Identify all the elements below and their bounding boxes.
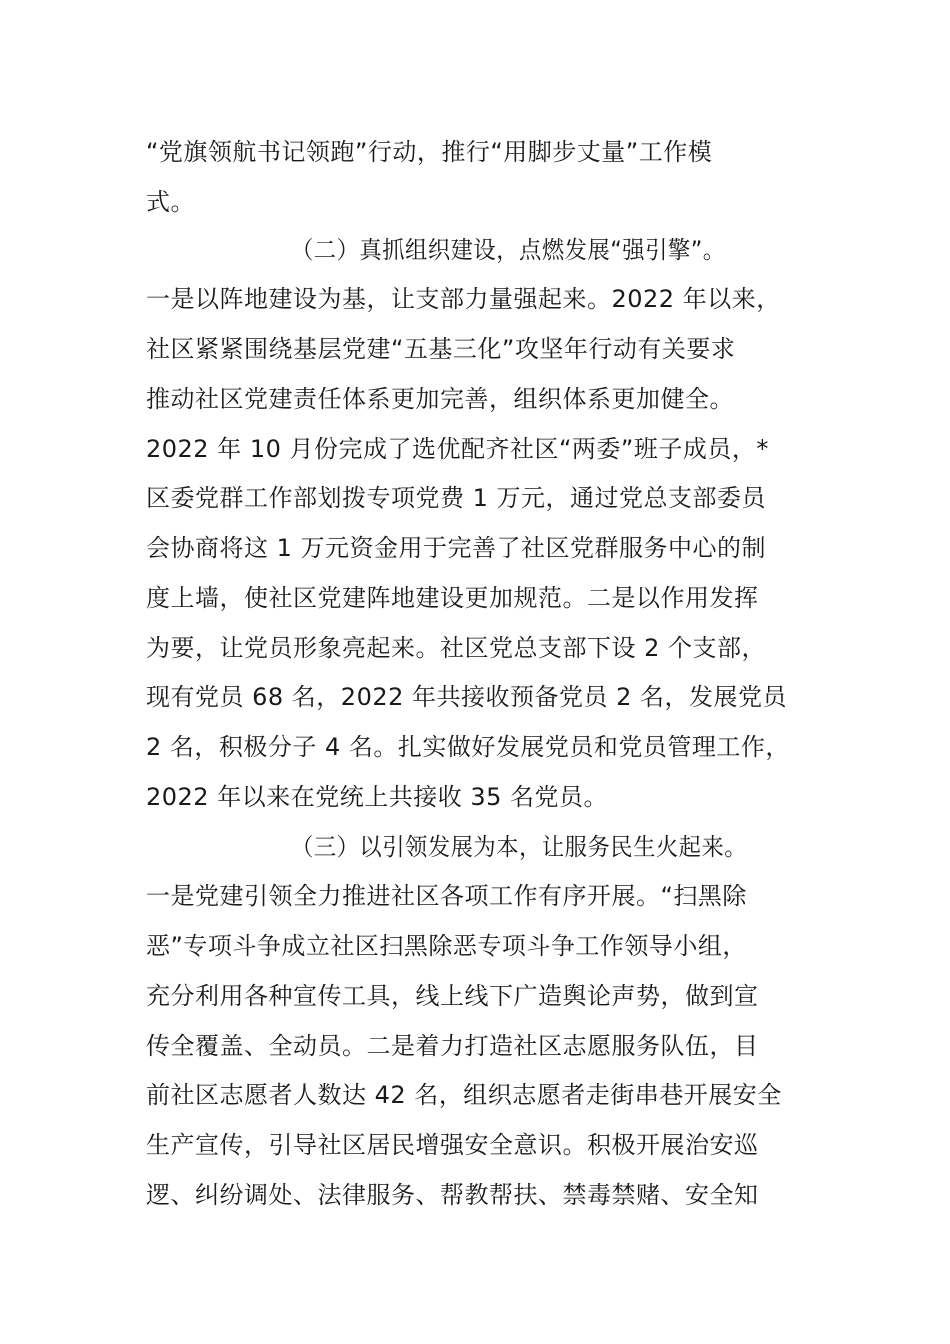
text-line: 区委党群工作部划拨专项党费 1 万元，通过党总支部委员 <box>146 484 767 512</box>
text-line: 社区紧紧围绕基层党建“五基三化”攻坚年行动有关要求 <box>146 335 736 363</box>
text-line: 逻、纠纷调处、法律服务、帮教帮扶、禁毒禁赌、安全知 <box>146 1181 759 1209</box>
text-line: 2022 年 10 月份完成了选优配齐社区“两委”班子成员，* <box>146 435 769 463</box>
text-line: 充分利用各种宣传工具，线上线下广造舆论声势，做到宣 <box>146 982 759 1010</box>
text-line: “党旗领航书记领跑”行动，推行“用脚步丈量”工作模 <box>146 138 713 166</box>
text-line: 推动社区党建责任体系更加完善，组织体系更加健全。 <box>146 385 734 413</box>
text-line: 一是以阵地建设为基，让支部力量强起来。2022 年以来， <box>146 285 781 313</box>
text-line: 度上墙，使社区党建阵地建设更加规范。二是以作用发挥 <box>146 584 759 612</box>
text-line: 为要，让党员形象亮起来。社区党总支部下设 2 个支部， <box>146 634 767 662</box>
section-heading-3: （三）以引领发展为本，让服务民生火起来。 <box>291 833 748 861</box>
text-line: 会协商将这 1 万元资金用于完善了社区党群服务中心的制 <box>146 534 767 562</box>
text-line: 现有党员 68 名，2022 年共接收预备党员 2 名，发展党员 <box>146 683 788 711</box>
text-line: 一是党建引领全力推进社区各项工作有序开展。“扫黑除 <box>146 882 747 910</box>
text-line: 生产宣传，引导社区居民增强安全意识。积极开展治安巡 <box>146 1131 759 1159</box>
text-line: 恶”专项斗争成立社区扫黑除恶专项斗争工作领导小组， <box>146 932 747 960</box>
section-heading-2: （二）真抓组织建设，点燃发展“强引擎”。 <box>291 236 726 264</box>
text-line: 2 名，积极分子 4 名。扎实做好发展党员和党员管理工作， <box>146 733 790 761</box>
text-line: 前社区志愿者人数达 42 名，组织志愿者走街串巷开展安全 <box>146 1081 782 1109</box>
text-line: 2022 年以来在党统上共接收 35 名党员。 <box>146 783 609 811</box>
text-line: 式。 <box>146 188 195 216</box>
text-line: 传全覆盖、全动员。二是着力打造社区志愿服务队伍，目 <box>146 1032 759 1060</box>
